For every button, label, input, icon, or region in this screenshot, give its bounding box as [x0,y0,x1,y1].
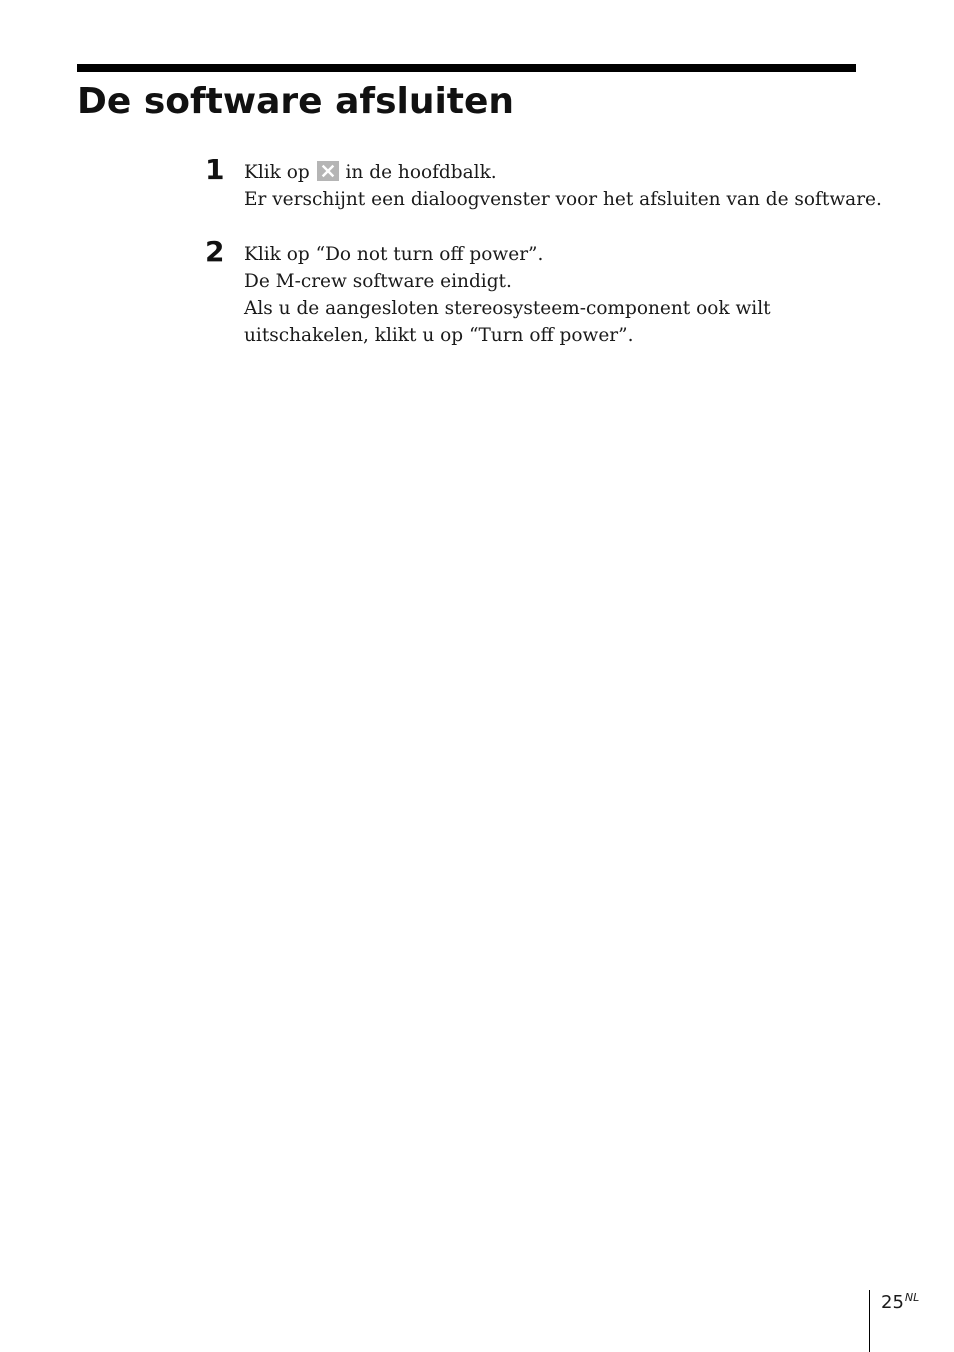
step-line: De M-crew software eindigt. [244,271,512,292]
close-icon [317,161,339,181]
step-line: uitschakelen, klikt u op “Turn off power”. [244,325,634,346]
step-line: Er verschijnt een dialoogvenster voor het afsluiten van de software. [244,189,882,210]
title-rule [77,64,856,72]
step-line: Klik op “Do not turn off power”. [244,244,544,265]
step-text: Klik op [244,162,310,183]
page-number [881,1286,919,1315]
page-language-suffix: NL [904,1291,920,1304]
step-number: 1 [205,153,225,186]
page-side-rule [869,1290,870,1352]
step-line [244,159,864,186]
step-line: Als u de aangesloten stereosysteem-component ook wilt [244,298,771,319]
page-number-value: 25 [881,1292,904,1313]
step-number: 2 [205,235,225,268]
step-text: in de hoofdbalk. [345,162,497,183]
step-body [244,241,864,349]
step-body [244,159,882,213]
page-title: De software afsluiten [77,81,515,122]
